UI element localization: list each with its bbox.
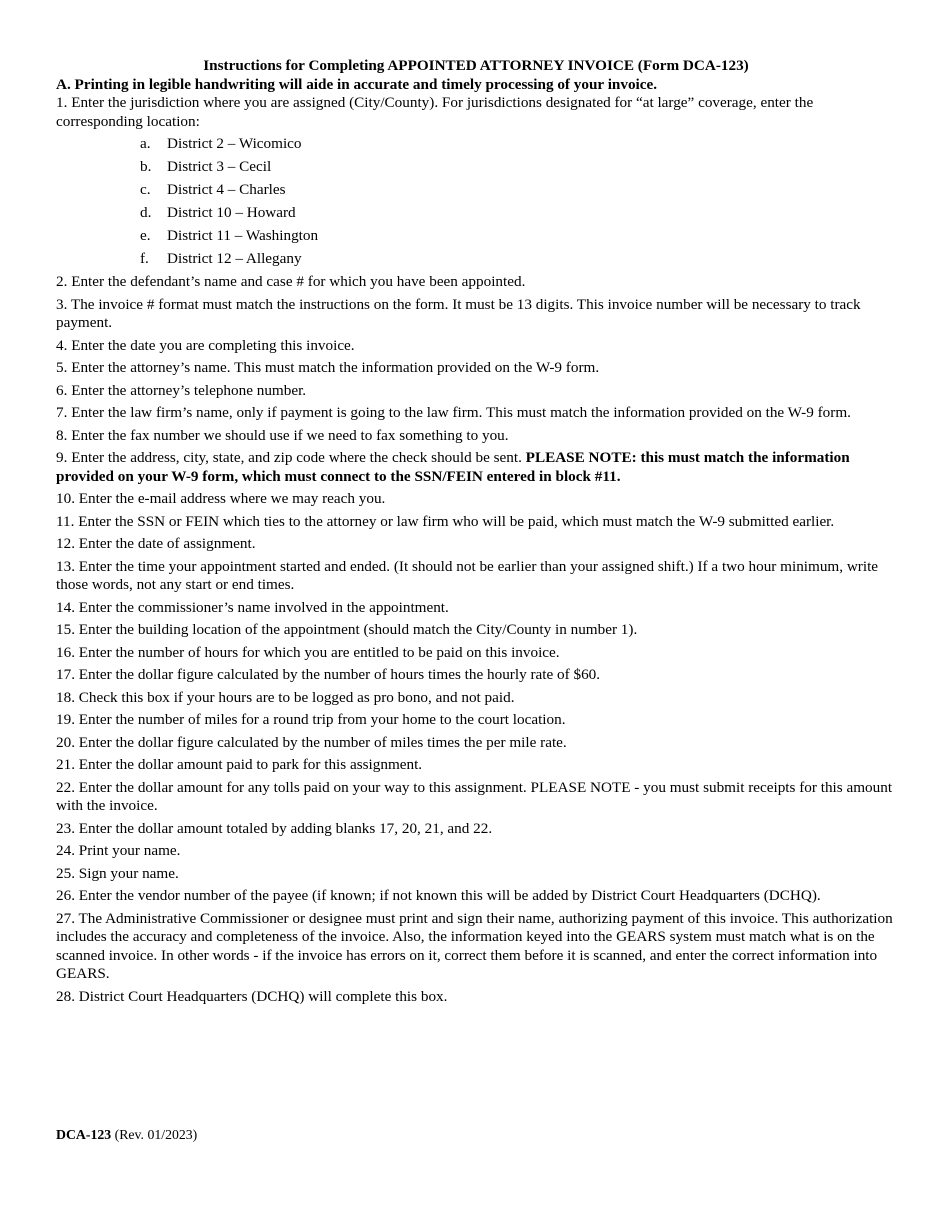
instruction-15: 15. Enter the building location of the appointment (should match the City/County in number 1). [56,621,638,638]
list-letter: e. [140,227,151,244]
instruction-9 [56,449,896,486]
list-text: District 3 – Cecil [167,158,272,175]
instruction-23: 23. Enter the dollar amount totaled by adding blanks 17, 20, 21, and 22. [56,819,493,837]
list-letter: c. [140,181,151,198]
list-letter: a. [140,135,151,152]
list-letter: f. [140,250,149,267]
instruction-24: 24. Print your name. [56,842,181,859]
jurisdiction-item [140,250,896,269]
instruction-18: 18. Check this box if your hours are to be logged as pro bono, and not paid. [56,688,515,706]
section-a-heading: A. Printing in legible handwriting will aide in accurate and timely processing of your invoice. [56,76,658,93]
jurisdiction-item [140,158,896,177]
instruction-7: 7. Enter the law firm’s name, only if payment is going to the law firm. This must match the information provided on the W-9 form. [56,404,851,421]
jurisdiction-item [140,227,896,246]
instruction-5: 5. Enter the attorney’s name. This must match the information provided on the W-9 form. [56,359,600,376]
instruction-8: 8. Enter the fax number we should use if we need to fax something to you. [56,426,509,444]
list-text: District 2 – Wicomico [167,135,302,152]
instruction-28: 28. District Court Headquarters (DCHQ) will complete this box. [56,987,448,1005]
instruction-3: 3. The invoice # format must match the instructions on the form. It must be 13 digits. This invoice number will be necessary to track payment. [56,295,861,331]
instruction-9-note: PLEASE NOTE: this must match the information provided on your W-9 form, which must connect to the SSN/FEIN entered in block #11. [56,449,850,485]
instruction-13: 13. Enter the time your appointment started and ended. (It should not be earlier than your assigned shift.) If a two hour minimum, write those words, not any start or end times. [56,557,879,593]
instruction-9-text: 9. Enter the address, city, state, and zip code where the check should be sent. [56,449,526,466]
form-id: DCA-123 [56,1127,112,1142]
jurisdiction-item [140,204,896,223]
instruction-16: 16. Enter the number of hours for which you are entitled to be paid on this invoice. [56,643,560,661]
list-letter: b. [140,158,152,175]
form-footer [56,1127,197,1143]
instruction-10: 10. Enter the e-mail address where we may reach you. [56,490,386,507]
jurisdiction-list [56,135,896,269]
instruction-22: 22. Enter the dollar amount for any tolls paid on your way to this assignment. PLEASE NOTE - you must submit receipts for this amount with the invoice. [56,778,893,814]
instruction-1: 1. Enter the jurisdiction where you are assigned (City/County). For jurisdictions designated for “at large” coverage, enter the corresponding location: [56,94,814,130]
form-revision: (Rev. 01/2023) [111,1127,198,1142]
list-letter: d. [140,204,152,221]
instruction-11: 11. Enter the SSN or FEIN which ties to the attorney or law firm who will be paid, which must match the W-9 submitted earlier. [56,512,835,530]
instruction-2: 2. Enter the defendant’s name and case # for which you have been appointed. [56,273,526,290]
instruction-17: 17. Enter the dollar figure calculated by the number of hours times the hourly rate of $60. [56,666,601,683]
instruction-25: 25. Sign your name. [56,864,179,882]
jurisdiction-item [140,135,896,154]
instruction-20: 20. Enter the dollar figure calculated by the number of miles times the per mile rate. [56,733,567,751]
list-text: District 11 – Washington [167,227,319,244]
instructions-page [56,57,896,1006]
page-title: Instructions for Completing APPOINTED ATTORNEY INVOICE (Form DCA-123) [203,57,749,74]
instruction-19: 19. Enter the number of miles for a round trip from your home to the court location. [56,711,566,728]
list-text: District 4 – Charles [167,181,286,198]
instruction-12: 12. Enter the date of assignment. [56,535,256,552]
instruction-14: 14. Enter the commissioner’s name involved in the appointment. [56,598,449,616]
list-text: District 12 – Allegany [167,250,302,267]
list-text: District 10 – Howard [167,204,296,221]
instruction-27: 27. The Administrative Commissioner or designee must print and sign their name, authorizing payment of this invoice. This authorization includes the accuracy and completeness of the invoice. Also, the information keyed into the GEARS system must match what is on the scanned invoice. In other words - if the invoice has errors on it, correct them before it is scanned, and enter the correct information into GEARS. [56,909,893,982]
instruction-4: 4. Enter the date you are completing this invoice. [56,336,355,354]
instruction-21: 21. Enter the dollar amount paid to park for this assignment. [56,756,423,773]
jurisdiction-item [140,181,896,200]
instruction-6: 6. Enter the attorney’s telephone number. [56,381,307,399]
instruction-26: 26. Enter the vendor number of the payee (if known; if not known this will be added by District Court Headquarters (DCHQ). [56,887,821,904]
